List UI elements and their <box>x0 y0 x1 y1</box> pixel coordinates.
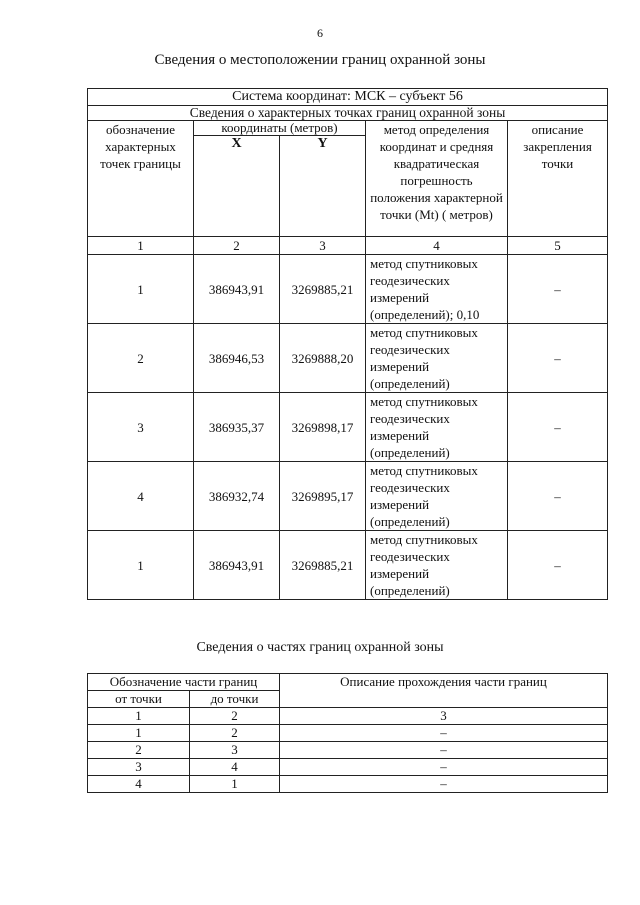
fix-description: – <box>508 462 608 531</box>
coord-system-label: Система координат: МСК – субъект 56 <box>88 89 608 106</box>
fix-description: – <box>508 393 608 462</box>
point-id: 3 <box>88 393 194 462</box>
col-number: 2 <box>190 708 280 725</box>
table-row <box>88 725 608 742</box>
from-point: 1 <box>88 725 190 742</box>
from-point: 2 <box>88 742 190 759</box>
col-number: 1 <box>88 708 190 725</box>
col-number: 3 <box>280 708 608 725</box>
coord-y: 3269895,17 <box>280 462 366 531</box>
col-number: 5 <box>508 237 608 255</box>
coord-y: 3269898,17 <box>280 393 366 462</box>
to-point: 2 <box>190 725 280 742</box>
coord-y: 3269885,21 <box>280 531 366 600</box>
table-row <box>88 324 608 393</box>
part-description: – <box>280 759 608 776</box>
coord-x: 386943,91 <box>194 255 280 324</box>
to-point: 4 <box>190 759 280 776</box>
table-row <box>88 393 608 462</box>
to-point: 1 <box>190 776 280 793</box>
method: метод спутниковых геодезических измерений (определений) <box>366 324 508 393</box>
table-row <box>88 742 608 759</box>
header-part-designation: Обозначение части границ <box>88 674 280 691</box>
fix-description: – <box>508 255 608 324</box>
header-description: описание закрепления точки <box>508 121 608 237</box>
header-method: метод определения координат и средняя квадратическая погрешность положения характерной точки (Mt) ( метров) <box>366 121 508 237</box>
section2-title: Сведения о частях границ охранной зоны <box>196 640 444 655</box>
fix-description: – <box>508 324 608 393</box>
part-description: – <box>280 776 608 793</box>
header-y: Y <box>317 136 328 151</box>
section1-title: Сведения о местоположении границ охранной зоны <box>154 52 486 68</box>
method: метод спутниковых геодезических измерений (определений); 0,10 <box>366 255 508 324</box>
method: метод спутниковых геодезических измерений (определений) <box>366 462 508 531</box>
method: метод спутниковых геодезических измерений (определений) <box>366 531 508 600</box>
point-id: 2 <box>88 324 194 393</box>
from-point: 3 <box>88 759 190 776</box>
coord-y: 3269885,21 <box>280 255 366 324</box>
point-id: 4 <box>88 462 194 531</box>
table-row <box>88 531 608 600</box>
part-description: – <box>280 725 608 742</box>
header-from-point: от точки <box>88 691 190 708</box>
col-number: 2 <box>194 237 280 255</box>
header-designation: обозначение характерных точек границы <box>88 121 194 237</box>
characteristic-points-table <box>87 88 608 600</box>
page-number: 6 <box>317 26 323 40</box>
method: метод спутниковых геодезических измерений (определений) <box>366 393 508 462</box>
header-to-point: до точки <box>190 691 280 708</box>
points-subtitle: Сведения о характерных точках границ охранной зоны <box>88 106 608 121</box>
coord-x: 386946,53 <box>194 324 280 393</box>
coord-x: 386935,37 <box>194 393 280 462</box>
col-number: 1 <box>88 237 194 255</box>
part-description: – <box>280 742 608 759</box>
header-part-description: Описание прохождения части границ <box>280 674 608 708</box>
col-number: 3 <box>280 237 366 255</box>
table-row <box>88 255 608 324</box>
coord-x: 386943,91 <box>194 531 280 600</box>
from-point: 4 <box>88 776 190 793</box>
coord-x: 386932,74 <box>194 462 280 531</box>
table-row <box>88 759 608 776</box>
point-id: 1 <box>88 255 194 324</box>
coord-y: 3269888,20 <box>280 324 366 393</box>
header-x: X <box>231 136 242 151</box>
fix-description: – <box>508 531 608 600</box>
to-point: 3 <box>190 742 280 759</box>
boundary-parts-table <box>87 673 608 793</box>
point-id: 1 <box>88 531 194 600</box>
header-coords: координаты (метров) <box>194 121 366 136</box>
col-number: 4 <box>366 237 508 255</box>
table-row <box>88 776 608 793</box>
table-row <box>88 462 608 531</box>
